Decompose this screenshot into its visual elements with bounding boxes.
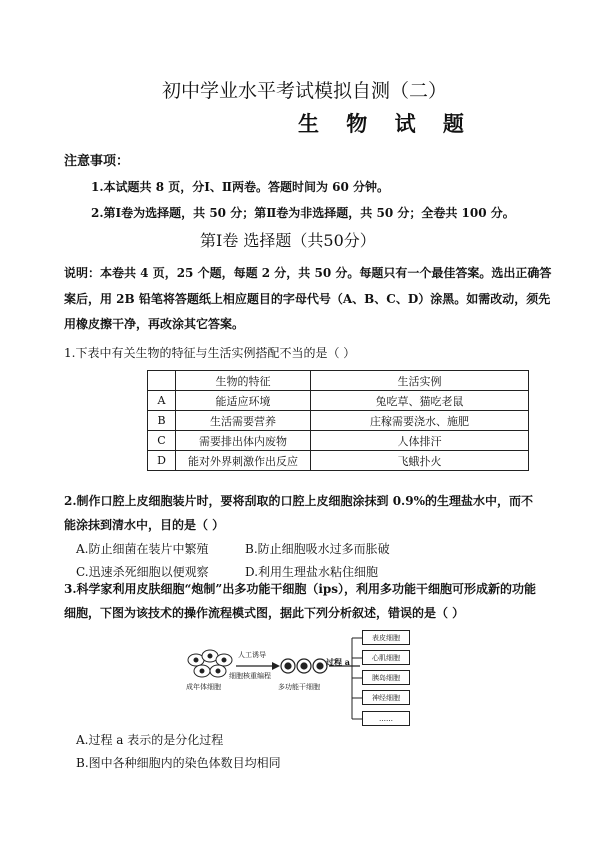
diagram-arrow-top-label: 人工诱导	[238, 651, 266, 659]
instruction-line-3: 用橡皮擦干净，再改涂其它答案。	[64, 317, 245, 331]
q2-option-c: C.迅速杀死细胞以便观察	[76, 565, 209, 579]
table-row	[148, 391, 529, 411]
table-cell: 生活需要营养	[176, 411, 311, 431]
q2-option-b: B.防止细胞吸水过多而胀破	[245, 542, 390, 556]
page-subtitle: 生 物 试 题	[298, 111, 474, 136]
diagram-arrow-bottom-label: 细胞核重编程	[229, 672, 271, 680]
diagram-cell-box: 表皮细胞	[362, 630, 410, 645]
question-1: 1.下表中有关生物的特征与生活实例搭配不当的是（ ）	[64, 346, 356, 360]
q3-option-a: A.过程 a 表示的是分化过程	[76, 733, 224, 747]
table-cell: 能对外界刺激作出反应	[176, 451, 311, 471]
table-header-example: 生活实例	[311, 371, 529, 391]
table-cell: 庄稼需要浇水、施肥	[311, 411, 529, 431]
diagram-cell-box: 心肌细胞	[362, 650, 410, 665]
section-title: 第Ⅰ卷 选择题（共50分）	[200, 231, 376, 250]
question-3-line-2: 细胞，下图为该技术的操作流程模式图，据此下列分析叙述，错误的是（ ）	[64, 606, 465, 620]
table-cell: 兔吃草、猫吃老鼠	[311, 391, 529, 411]
diagram-branch-lines	[350, 630, 362, 730]
diagram-stem-cell-label: 多功能干细胞	[278, 683, 320, 691]
table-cell: 飞蛾扑火	[311, 451, 529, 471]
question-3-line-1: 3.科学家利用皮肤细胞“炮制”出多功能干细胞（ips），利用多功能干细胞可形成新的功能	[64, 582, 537, 596]
question-2-line-1: 2.制作口腔上皮细胞装片时，要将刮取的口腔上皮细胞涂抹到 0.9%的生理盐水中，而不	[64, 494, 533, 508]
diagram-cell-box: 神经细胞	[362, 690, 410, 705]
table-header-row	[148, 371, 529, 391]
page-title: 初中学业水平考试模拟自测（二）	[162, 80, 448, 102]
table-cell: B	[148, 411, 176, 431]
diagram-cell-box: ……	[362, 711, 410, 726]
q3-option-b: B.图中各种细胞内的染色体数目均相同	[76, 756, 281, 770]
adult-cells-illustration	[188, 650, 232, 677]
diagram-cell-box: 胰岛细胞	[362, 670, 410, 685]
table-header-feature: 生物的特征	[176, 371, 311, 391]
table-row	[148, 411, 529, 431]
notice-heading: 注意事项：	[64, 154, 130, 169]
notice-item-2: 2.第Ⅰ卷为选择题，共 50 分；第Ⅱ卷为非选择题，共 50 分；全卷共 100 分。	[91, 206, 515, 220]
question-2-line-2: 能涂抹到清水中，目的是（ ）	[64, 518, 225, 532]
diagram-adult-cell-label: 成年体细胞	[186, 683, 221, 691]
q1-table	[147, 370, 529, 471]
stem-cells-illustration	[281, 659, 327, 673]
table-cell: A	[148, 391, 176, 411]
instruction-line-1: 说明：本卷共 4 页，25 个题，每题 2 分，共 50 分。每题只有一个最佳答案。选出正确答	[64, 266, 552, 280]
table-cell: 人体排汗	[311, 431, 529, 451]
instruction-line-2: 案后，用 2B 铅笔将答题纸上相应题目的字母代号（A、B、C、D）涂黑。如需改动，须先	[64, 292, 551, 306]
q2-option-a: A.防止细菌在装片中繁殖	[76, 542, 209, 556]
table-row	[148, 431, 529, 451]
table-row	[148, 451, 529, 471]
table-cell: C	[148, 431, 176, 451]
table-cell: 能适应环境	[176, 391, 311, 411]
table-cell: 需要排出体内废物	[176, 431, 311, 451]
table-cell	[148, 371, 176, 391]
table-cell: D	[148, 451, 176, 471]
diagram-process-label: 过程 a	[326, 657, 350, 667]
q2-option-d: D.利用生理盐水粘住细胞	[245, 565, 379, 579]
notice-item-1: 1.本试题共 8 页，分Ⅰ、Ⅱ两卷。答题时间为 60 分钟。	[91, 180, 390, 194]
